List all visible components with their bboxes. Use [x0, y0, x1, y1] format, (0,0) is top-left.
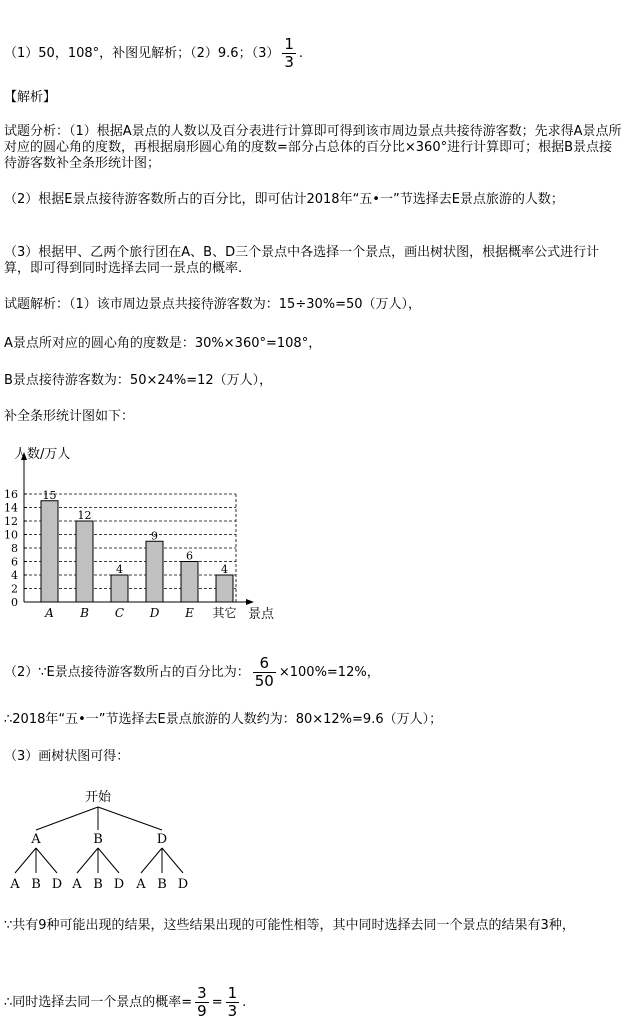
answer-text: （1）50，108°，补图见解析；（2）9.6；（3）	[4, 46, 280, 61]
tree-leaf-B: B	[157, 877, 167, 892]
probability-equals: =	[211, 995, 223, 1010]
x-tick-label: C	[114, 606, 125, 620]
probability-fraction-2: $\frac{1}{3}$	[227, 984, 238, 1020]
part2-fraction: $\frac{6}{50}$	[254, 654, 274, 690]
y-tick-label: 6	[11, 555, 18, 569]
solution-total: 试题解析：（1）该市周边景点共接待游客数为：15÷30%=50（万人），	[4, 297, 422, 312]
bar-其它	[216, 575, 233, 602]
analysis-part2: （2）根据E景点接待游客数所占的百分比，即可估计2018年“五•一”节选择去E景点旅游的人数；	[4, 192, 564, 207]
part2-text: （2）∵E景点接待游客数所占的百分比为：	[4, 665, 250, 680]
y-tick-label: 16	[4, 488, 18, 501]
y-tick-label: 0	[11, 596, 18, 609]
y-tick-label: 4	[11, 569, 18, 582]
tree-diagram	[0, 785, 220, 895]
data-label: 6	[186, 549, 193, 563]
solution-tree-intro: （3）画树状图可得：	[4, 749, 130, 764]
tree-edge	[15, 848, 36, 873]
tree-edge	[141, 848, 162, 873]
solution-b-count: B景点接待游客数为：50×24%=12（万人），	[4, 373, 273, 388]
tree-node-D: D	[156, 832, 168, 847]
probability-fraction-1: $\frac{3}{9}$	[197, 984, 207, 1020]
solution-part2-line	[4, 655, 380, 690]
tree-leaf-A: A	[72, 877, 82, 892]
tree-edge	[98, 848, 119, 873]
y-tick-label: 2	[11, 582, 18, 596]
bar-E	[181, 562, 198, 603]
tree-edge	[77, 848, 98, 873]
tree-edge	[98, 807, 162, 830]
y-tick-label: 8	[11, 542, 18, 555]
tree-node-B: B	[93, 832, 103, 847]
x-tick-label: D	[149, 606, 160, 620]
x-tick-label: E	[185, 606, 194, 620]
tree-leaf-D: D	[51, 877, 63, 892]
data-label: 4	[221, 563, 228, 576]
tree-root-node: 开始	[84, 790, 112, 805]
tree-node-A: A	[31, 832, 41, 847]
x-axis-label: 景点	[248, 607, 275, 622]
solution-chart-intro: 补全条形统计图如下：	[4, 409, 135, 424]
probability-text: ∴同时选择去同一个景点的概率=	[4, 995, 193, 1010]
data-label: 4	[116, 563, 123, 576]
tree-leaf-D: D	[177, 877, 189, 892]
analysis-part1: 试题分析：（1）根据A景点的人数以及百分表进行计算即可得到该市周边景点共接待游客数；先求得A景点所对应的圆心角的度数，再根据扇形圆心角的度数=部分占总体的百分比×360°进行计算即可；根据B景点接待游客数补全条形统计图；	[4, 124, 622, 171]
y-axis-label: 人数/万人	[14, 447, 71, 462]
y-tick-label: 14	[4, 501, 18, 515]
solution-outcomes: ∵共有9种可能出现的结果，这些结果出现的可能性相等，其中同时选择去同一个景点的结果有3种，	[4, 918, 575, 933]
part2-post: ×100%=12%，	[278, 665, 380, 680]
data-label: 12	[77, 509, 92, 522]
bar-C	[111, 575, 128, 602]
tree-leaf-A: A	[136, 877, 146, 892]
solution-probability-line	[4, 985, 246, 1020]
bar-A	[41, 501, 58, 602]
y-tick-label: 10	[4, 528, 18, 542]
bar-B	[76, 521, 93, 602]
bar-D	[146, 541, 163, 602]
answer-line	[4, 36, 303, 71]
tree-edge	[36, 848, 57, 873]
tree-leaf-A: A	[10, 877, 20, 892]
tree-edge	[36, 807, 98, 830]
x-tick-label: B	[80, 606, 89, 620]
data-label: 9	[151, 529, 158, 543]
tree-edge	[162, 848, 183, 873]
analysis-part3: （3）根据甲、乙两个旅行团在A、B、D三个景点中各选择一个景点，画出树状图，根据概率公式进行计算，即可得到同时选择去同一景点的概率.	[4, 245, 600, 276]
data-label: 15	[42, 488, 57, 502]
tree-leaf-D: D	[113, 877, 125, 892]
answer-end: .	[298, 46, 304, 61]
y-tick-label: 12	[4, 515, 18, 528]
analysis-header: 【解析】	[4, 90, 57, 105]
tree-leaf-B: B	[31, 877, 41, 892]
tree-leaf-B: B	[93, 877, 103, 892]
answer-fraction: $\frac{1}{3}$	[284, 35, 294, 71]
probability-end: .	[242, 995, 247, 1010]
bar-chart	[0, 440, 300, 630]
solution-estimate: ∴2018年“五•一”节选择去E景点旅游的人数约为：80×12%=9.6（万人）；	[4, 712, 443, 727]
solution-angle: A景点所对应的圆心角的度数是：30%×360°=108°，	[4, 336, 322, 351]
x-axis-arrow	[246, 599, 254, 605]
x-tick-label: 其它	[212, 606, 237, 620]
x-tick-label: A	[45, 606, 54, 620]
